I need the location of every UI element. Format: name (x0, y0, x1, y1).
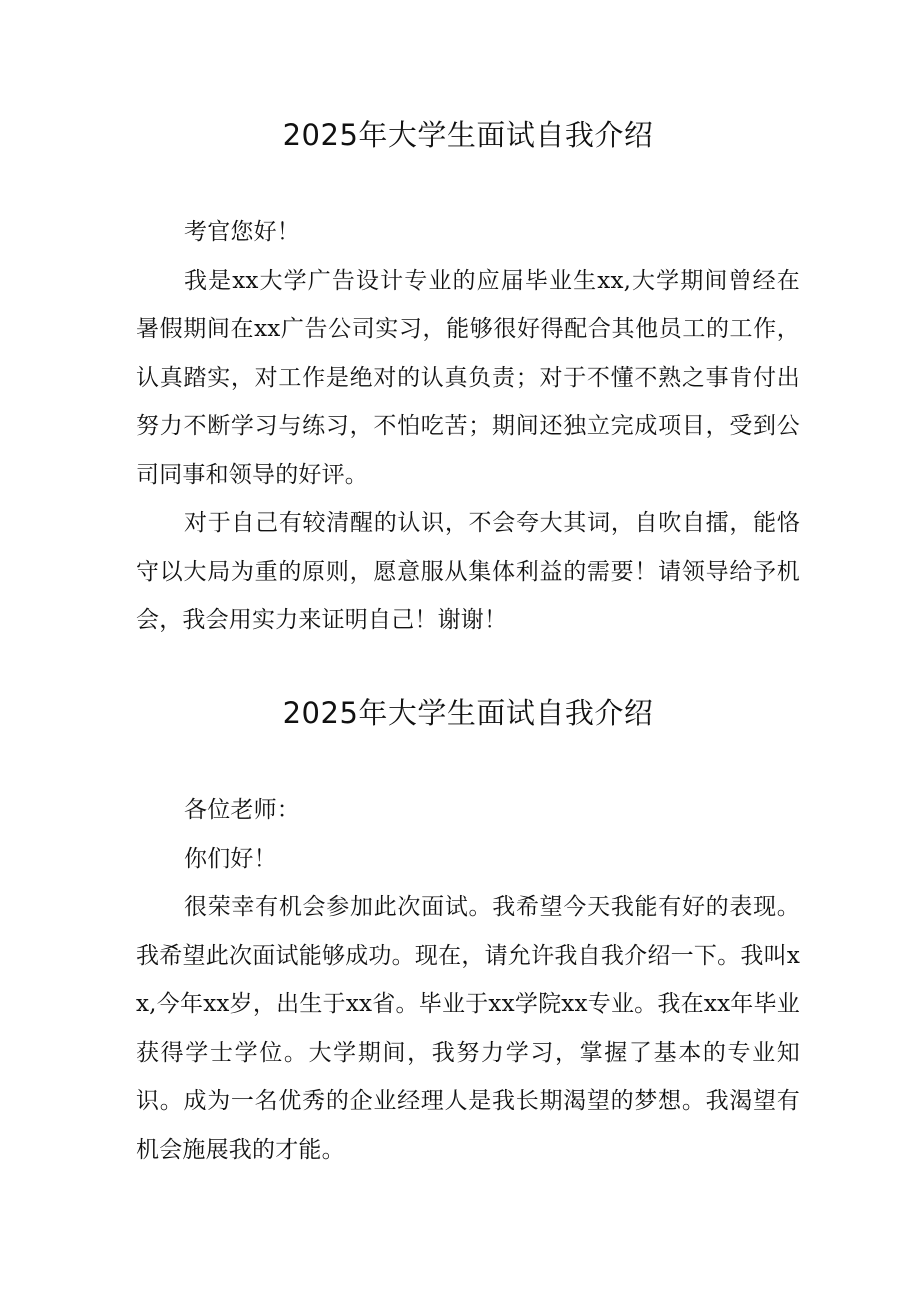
section-body (136, 786, 800, 1174)
body-paragraph: 对于自己有较清醒的认识，不会夸大其词，自吹自擂，能恪守以大局为重的原则，愿意服从集体利益的需要！请领导给予机会，我会用实力来证明自己！谢谢！ (136, 510, 800, 633)
greeting-line: 你们好！ (184, 845, 277, 872)
document-title: 2025年大学生面试自我介绍 (282, 696, 654, 730)
document-section-1 (136, 115, 800, 645)
section-body (136, 208, 800, 645)
greeting-line: 考官您好！ (184, 219, 300, 245)
body-paragraph: 我是xx大学广告设计专业的应届毕业生xx,大学期间曾经在暑假期间在xx广告公司实习，能够很好得配合其他员工的工作，认真踏实，对工作是绝对的认真负责；对于不懂不熟之事肯付出努力不断学习与练习，不怕吃苦；期间还独立完成项目，受到公司同事和领导的好评。 (136, 267, 800, 488)
body-paragraph: 很荣幸有机会参加此次面试。我希望今天我能有好的表现。我希望此次面试能够成功。现在，请允许我自我介绍一下。我叫xx,今年xx岁，出生于xx省。毕业于xx学院xx专业。我在xx年毕业获得学士学位。大学期间，我努力学习，掌握了基本的专业知识。成为一名优秀的企业经理人是我长期渴望的梦想。我渴望有机会施展我的才能。 (136, 894, 800, 1163)
document-title: 2025年大学生面试自我介绍 (282, 118, 654, 152)
document-section-2 (136, 693, 800, 1174)
salutation-line: 各位老师： (184, 797, 300, 823)
